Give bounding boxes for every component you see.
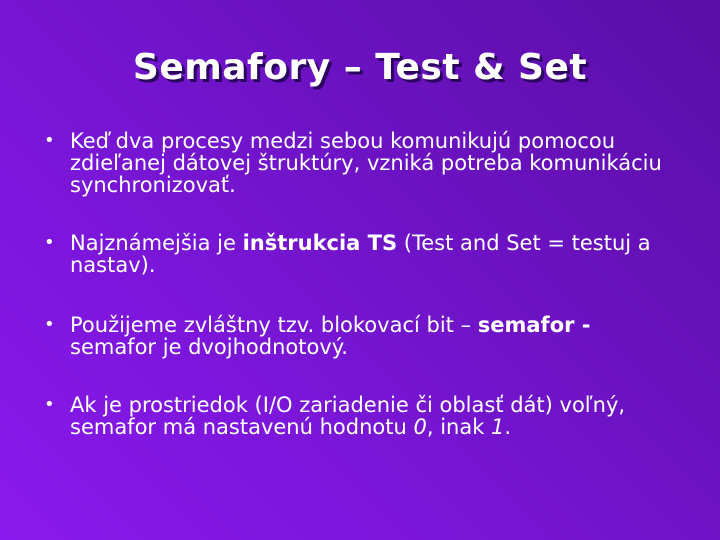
- bullet-text-before: Najznámejšia je: [70, 231, 243, 255]
- bullet-text-before: Použijeme zvláštny tzv. blokovací bit –: [70, 313, 478, 337]
- bullet-item: [40, 314, 680, 358]
- bullet-dot-icon: •: [44, 130, 55, 151]
- bullet-item: [40, 130, 680, 196]
- bullet-text-italic-zero: 0: [413, 415, 427, 439]
- bullet-text-bold: inštrukcia TS: [242, 231, 398, 255]
- bullet-text-after: .: [504, 415, 512, 439]
- bullet-dot-icon: •: [44, 314, 55, 335]
- slide-title: Semafory – Test & Set: [132, 47, 588, 88]
- bullet-text-bold: semafor -: [477, 313, 591, 337]
- bullet-text: Keď dva procesy medzi sebou komunikujú pomocou zdieľanej dátovej štruktúry, vzniká potreba komunikáciu synchronizovať.: [70, 129, 662, 197]
- bullet-text-middle: , inak: [426, 415, 492, 439]
- bullet-item: [40, 232, 680, 276]
- bullet-text-after: (Test and Set = testuj a nastav).: [70, 231, 651, 277]
- bullet-text-before: Ak je prostriedok (I/O zariadenie či oblasť dát) voľný, semafor má nastavenú hodnotu: [70, 393, 626, 439]
- bullet-text-italic-one: 1: [491, 415, 505, 439]
- bullet-dot-icon: •: [44, 394, 55, 415]
- bullet-item: [40, 394, 680, 438]
- bullet-text-after: semafor je dvojhodnotový.: [70, 335, 348, 359]
- bullet-dot-icon: •: [44, 232, 55, 253]
